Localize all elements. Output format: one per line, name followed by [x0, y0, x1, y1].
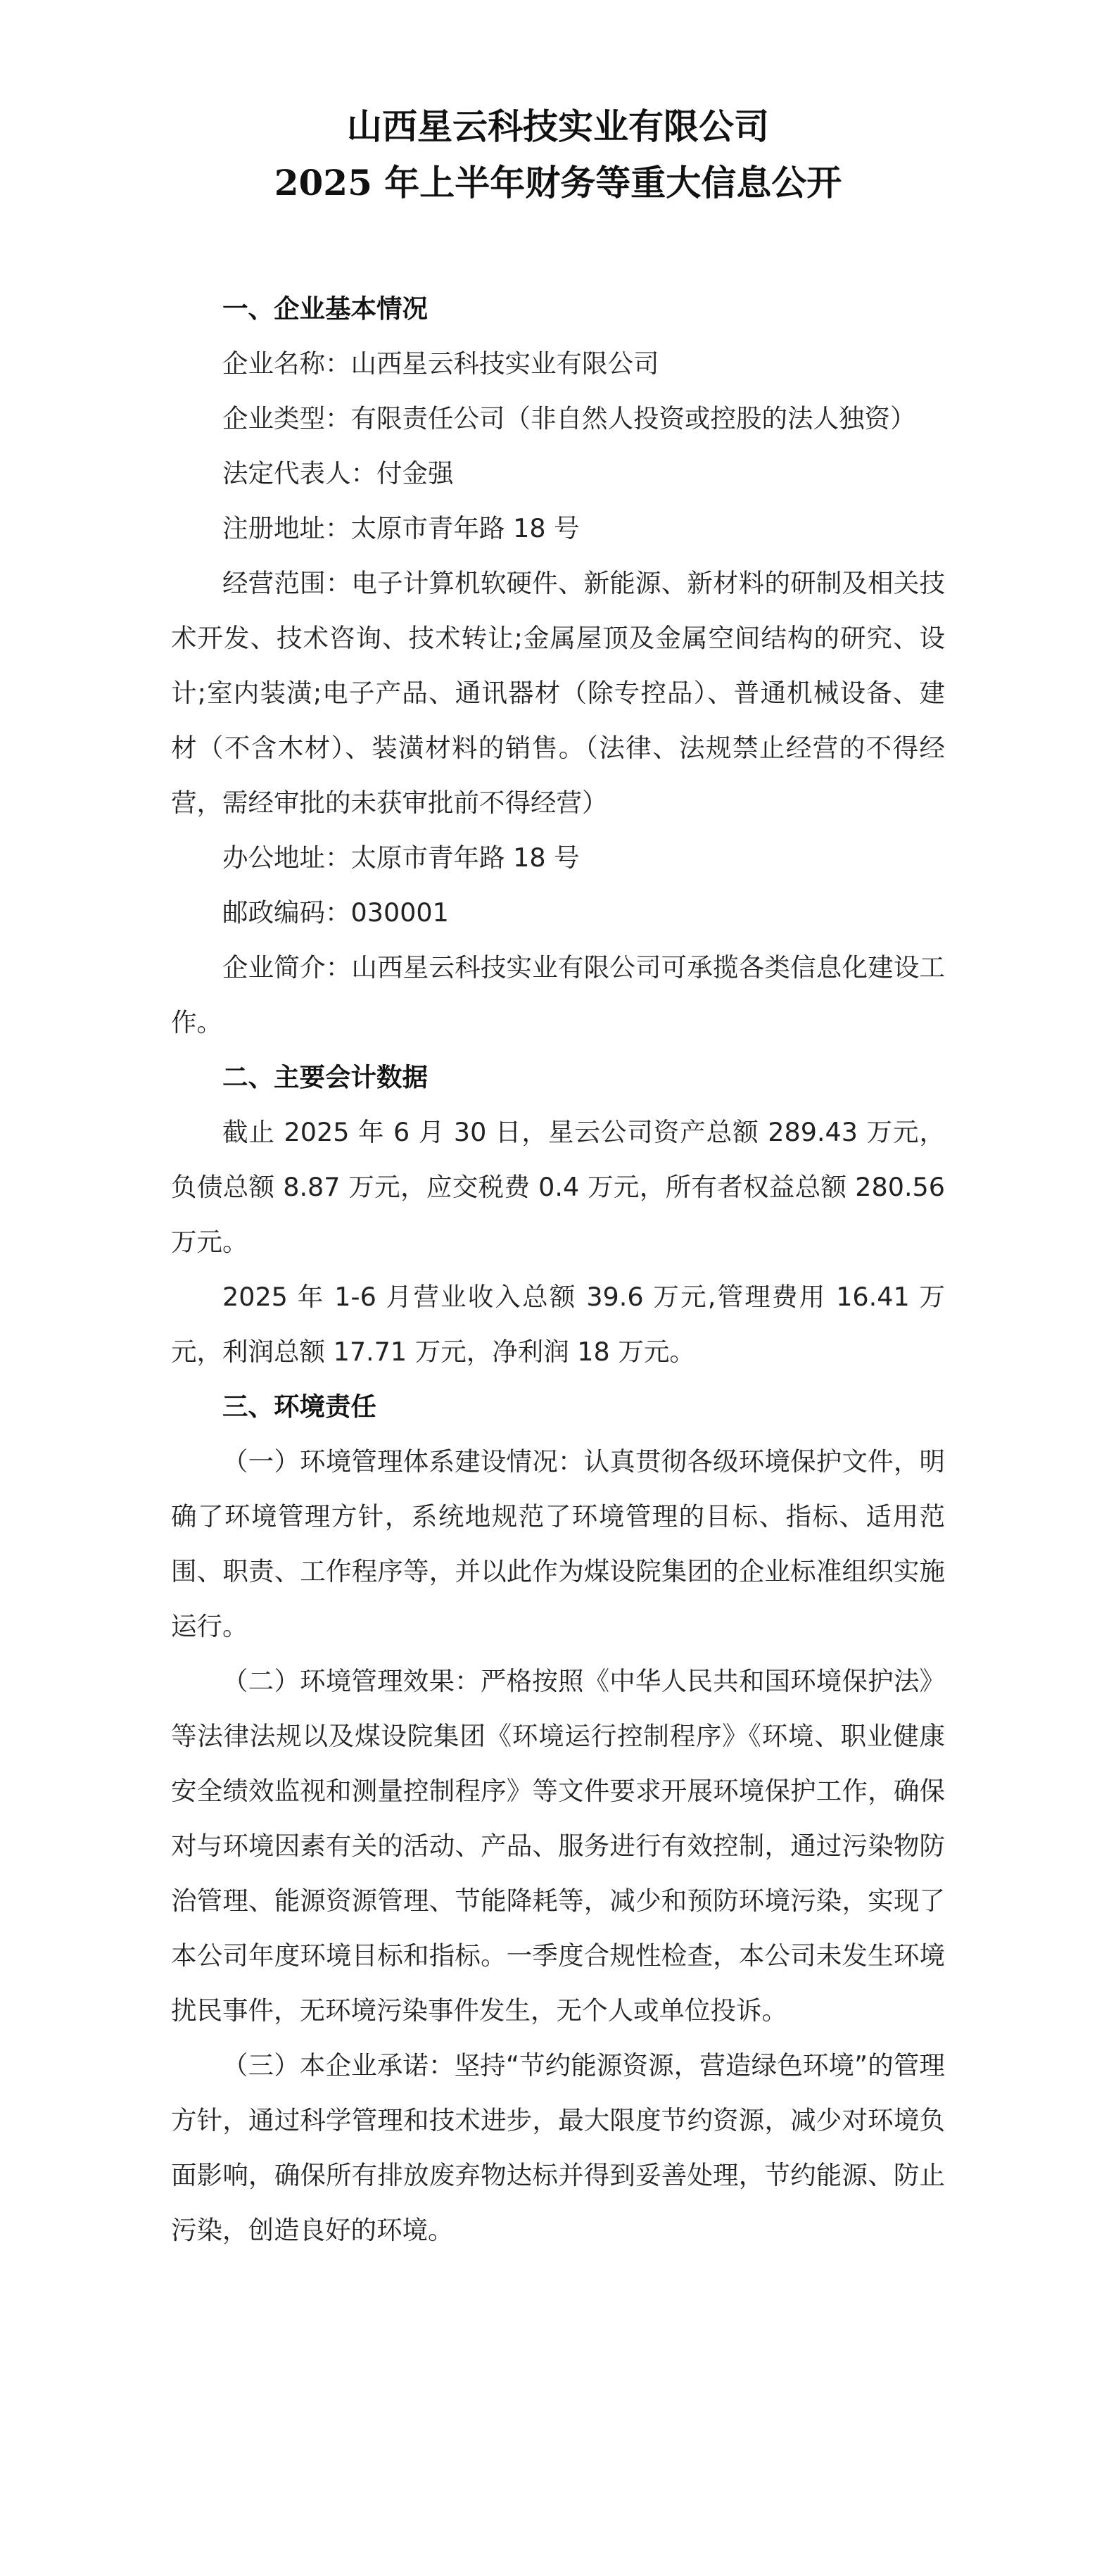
postal-code-line: 邮政编码：030001 [222, 897, 449, 928]
section-heading-environment: 三、环境责任 [222, 1391, 376, 1422]
office-address-line: 办公地址：太原市青年路 18 号 [222, 842, 580, 873]
company-type-line: 企业类型：有限责任公司（非自然人投资或控股的法人独资） [222, 403, 916, 434]
section-accounting-data [171, 1050, 945, 1379]
section-environmental-responsibility [171, 1379, 945, 2258]
title-company-name: 山西星云科技实业有限公司 [347, 106, 769, 147]
company-profile-paragraph: 企业简介：山西星云科技实业有限公司可承揽各类信息化建设工作。 [171, 952, 945, 1037]
env-commitment-paragraph: （三）本企业承诺：坚持“节约能源资源，营造绿色环境”的管理方针，通过科学管理和技术进步，最大限度节约资源，减少对环境负面影响，确保所有排放废弃物达标并得到妥善处理，节约能源、防止污染，创造良好的环境。 [171, 2050, 945, 2245]
env-system-paragraph: （一）环境管理体系建设情况：认真贯彻各级环境保护文件，明确了环境管理方针，系统地规范了环境管理的目标、指标、适用范围、职责、工作程序等，并以此作为煤设院集团的企业标准组织实施运行。 [171, 1446, 945, 1641]
company-name-line: 企业名称：山西星云科技实业有限公司 [222, 348, 659, 379]
section-heading-accounting-data: 二、主要会计数据 [222, 1062, 428, 1092]
document-body [171, 282, 945, 2258]
business-scope-paragraph: 经营范围：电子计算机软硬件、新能源、新材料的研制及相关技术开发、技术咨询、技术转让;金属屋顶及金属空间结构的研究、设计;室内装潢;电子产品、通讯器材（除专控品）、普通机械设备、建材（不含木材）、装潢材料的销售。（法律、法规禁止经营的不得经营，需经审批的未获审批前不得经营） [171, 568, 945, 818]
balance-sheet-paragraph: 截止 2025 年 6 月 30 日，星云公司资产总额 289.43 万元，负债总额 8.87 万元，应交税费 0.4 万元，所有者权益总额 280.56 万元。 [171, 1117, 945, 1257]
section-basic-info [171, 282, 945, 1050]
title-subject: 2025 年上半年财务等重大信息公开 [274, 162, 842, 203]
legal-representative-line: 法定代表人：付金强 [222, 458, 454, 488]
income-paragraph: 2025 年 1-6 月营业收入总额 39.6 万元,管理费用 16.41 万元，利润总额 17.71 万元，净利润 18 万元。 [171, 1282, 945, 1367]
env-effect-paragraph: （二）环境管理效果：严格按照《中华人民共和国环境保护法》等法律法规以及煤设院集团《环境运行控制程序》《环境、职业健康安全绩效监视和测量控制程序》等文件要求开展环境保护工作，确保对与环境因素有关的活动、产品、服务进行有效控制，通过污染物防治管理、能源资源管理、节能降耗等，减少和预防环境污染，实现了本公司年度环境目标和指标。一季度合规性检查，本公司未发生环境扰民事件，无环境污染事件发生，无个人或单位投诉。 [171, 1666, 945, 2026]
section-heading-basic-info: 一、企业基本情况 [222, 293, 428, 324]
document-title [0, 99, 1116, 211]
registered-address-line: 注册地址：太原市青年路 18 号 [222, 513, 580, 543]
